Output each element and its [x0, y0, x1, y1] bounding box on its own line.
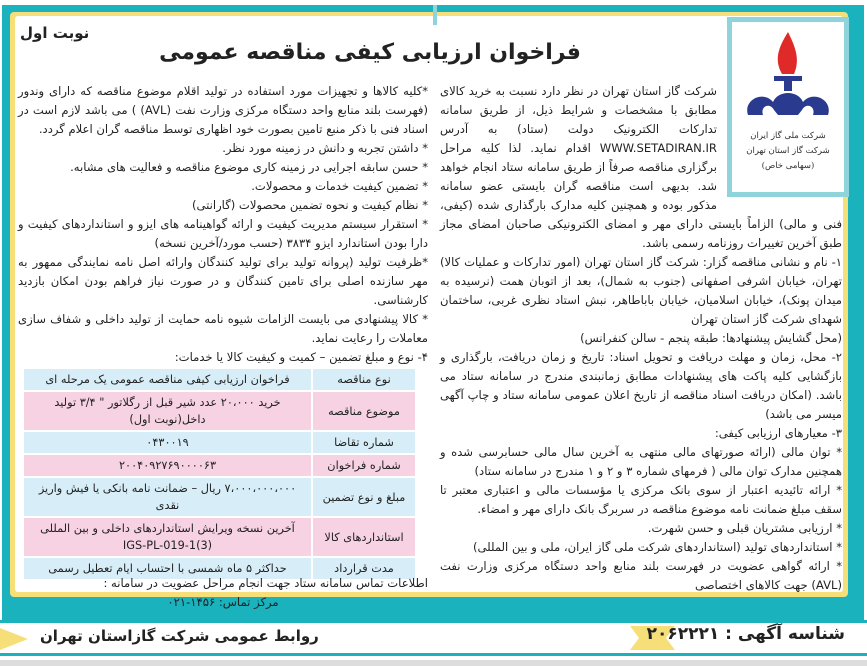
opening-location: (محل گشایش پیشنهادها: طبقه پنجم - سالن کنفرانس) — [580, 331, 842, 345]
row-value: فراخوان ارزیابی کیفی مناقصه عمومی یک مرحله ای — [24, 369, 311, 390]
criteria-item: * ارائه تائیدیه اعتبار از سوی بانک مرکزی یا مؤسسات مالی و اعتباری معتبر تا سقف مبلغ ضمانت نامه موضوع مناقصه در سربرگ بانک دارای مهر و امضاء. — [440, 483, 842, 516]
criteria-item: * داشتن تجربه و دانش در زمینه مورد نظر. — [222, 141, 428, 155]
criteria-item: * ارائه گواهی عضویت در فهرست بلند منابع واحد دستگاه مرکزی وزارت نفت (AVL) جهت کالاهای اختصاصی — [440, 559, 842, 592]
criteria-item: * حسن سابقه اجرایی در زمینه کاری موضوع مناقصه و فعالیت های مشابه. — [70, 160, 428, 174]
row-value: ۰۴۳۰۰۱۹ — [24, 432, 311, 453]
criteria-item: * کالا پیشنهادی می بایست الزامات شیوه نامه حمایت از تولید داخلی و شفاف سازی معاملات را رعایت نماید. — [18, 312, 428, 345]
contact-phone: مرکز تماس: ۱۴۵۶-۰۲۱ — [167, 595, 279, 609]
tender-details-table — [22, 367, 417, 581]
section-3-heading: ۳- معیارهای ارزیابی کیفی: — [714, 426, 842, 440]
criteria-item: * استقرار سیستم مدیریت کیفیت و ارائه گواهینامه های ایزو و استانداردهای کیفیت و دارا بودن استاندارد ایزو ۳۸۳۴ (حسب مورد/آخرین نسخه) — [18, 217, 428, 250]
row-key: نوع مناقصه — [313, 369, 415, 390]
divider — [433, 5, 437, 25]
criteria-item: * نظام کیفیت و نحوه تضمین محصولات (گارانتی) — [191, 198, 428, 212]
row-key: استانداردهای کالا — [313, 518, 415, 556]
table-row — [24, 392, 415, 430]
row-value: آخرین نسخه ویرایش استانداردهای داخلی و بین المللی IGS-PL-019-1(3) — [24, 518, 311, 556]
contact-line1: اطلاعات تماس سامانه ستاد جهت انجام مراحل عضویت در سامانه : — [103, 576, 428, 590]
section-2: ۲- محل، زمان و مهلت دریافت و تحویل اسناد: تاریخ و زمان دریافت، بارگذاری و بازگشایی کلیه پاکت های پیشنهادات مطابق زمانبندی مندرج در سامانه ستاد می باشد. (امکان دریافت اسناد مناقصه از تاریخ اعلان عمومی سامانه ستاد و چاپ آگهی میسر می باشد) — [440, 350, 842, 421]
criteria-item: * ارزیابی مشتریان قبلی و حسن شهرت. — [647, 521, 842, 535]
criteria-item: *ظرفیت تولید (پروانه تولید برای تولید کنندگان وارائه اصل نامه نمایندگی ممهور به مهر سازنده اصلی برای تامین کنندگان و در صورت نیاز فراهم بودن امکان بازدید کارشناسی. — [18, 255, 428, 307]
logo-line2: شرکت گاز استان تهران — [746, 146, 830, 156]
row-value: ۲۰۰۴۰۹۲۷۶۹۰۰۰۰۶۳ — [24, 455, 311, 476]
table-row — [24, 369, 415, 390]
table-row — [24, 432, 415, 453]
round-label: نوبت اول — [20, 24, 90, 42]
right-column — [440, 82, 842, 595]
left-column — [18, 82, 428, 367]
criteria-item: * تضمین کیفیت خدمات و محصولات. — [251, 179, 428, 193]
row-key: شماره تقاضا — [313, 432, 415, 453]
table-row — [24, 455, 415, 476]
criteria-item: * توان مالی (ارائه صورتهای مالی منتهی به آخرین سال مالی حسابرسی شده و همچنین مدارک توان مالی ( فرمهای شماره ۳ و ۲ و ۱ مندرج در سامانه ستاد) — [440, 445, 842, 478]
section-1: ۱- نام و نشانی مناقصه گزار: شرکت گاز استان تهران (امور تدارکات و عملیات کالا) تهران، خیابان اشرفی اصفهانی (جنوب به شمال)، بعد از اتوبان همت (نرسیده به میدان پونک)، خیابان اسلامیان، خیابان باباطاهر، نبش استاد نظری غربی، ساختمان شهدای شرکت گاز استان تهران — [440, 255, 842, 326]
row-key: شماره فراخوان — [313, 455, 415, 476]
row-key: موضوع مناقصه — [313, 392, 415, 430]
criteria-item: *کلیه کالاها و تجهیزات مورد استفاده در تولید اقلام موضوع مناقصه که دارای وندور (فهرست بلند منابع واحد دستگاه مرکزی وزارت نفت (AVL) ) می باشد لازم است در اسناد فنی با ذکر منبع تامین بصورت خود اظهاری توسط مناقصه گران اعلام گردد. — [18, 84, 428, 136]
contact-info — [18, 574, 428, 612]
criteria-item: * استانداردهای تولید (استانداردهای شرکت ملی گاز ایران، ملی و بین المللی) — [472, 540, 842, 554]
section-4-heading: ۴- نوع و مبلغ تضمین – کمیت و کیفیت کالا یا خدمات: — [174, 350, 428, 364]
row-key: مبلغ و نوع تضمین — [313, 478, 415, 516]
row-value: خرید ۲۰،۰۰۰ عدد شیر قبل از رگلاتور " ۳/۴ تولید داخل(نوبت اول) — [24, 392, 311, 430]
logo-line1: شرکت ملی گاز ایران — [750, 131, 826, 141]
ad-id: شناسه آگهی : ۲۰۶۲۲۲۱ — [646, 624, 845, 644]
page-title: فراخوان ارزیابی کیفی مناقصه عمومی — [159, 40, 581, 65]
publisher: روابط عمومی شرکت گازاستان تهران — [40, 627, 319, 645]
intro-paragraph: شرکت گاز استان تهران در نظر دارد نسبت به خرید کالای مطابق با مشخصات و شرایط ذیل، از طریق سامانه تدارکات الکترونیک دولت (ستاد) به آدرس WWW.SETADIRAN.IR اقدام نماید. لذا کلیه مراحل برگزاری مناقصه صرفاً از طریق سامانه ستاد انجام خواهد شد. بدیهی است مناقصه گران بایستی عضو سامانه مذکور بوده و همچنین کلیه مدارک بارگذاری شده (کیفی، فنی و مالی) الزاماً بایستی دارای مهر و امضای الکترونیکی صاحبان امضای مجاز طبق آخرین تغییرات روزنامه رسمی باشد. — [440, 84, 842, 250]
logo-line3: (سهامی خاص) — [761, 161, 815, 171]
arrow-decoration-icon — [0, 628, 28, 650]
table-row — [24, 518, 415, 556]
row-key: مدت قرارداد — [313, 558, 415, 579]
row-value: ۷،۰۰۰،۰۰۰،۰۰۰ ریال – ضمانت نامه بانکی یا فیش واریز نقدی — [24, 478, 311, 516]
row-value: حداکثر ۵ ماه شمسی با احتساب ایام تعطیل رسمی — [24, 558, 311, 579]
table-row — [24, 478, 415, 516]
footer-bar — [0, 620, 867, 666]
